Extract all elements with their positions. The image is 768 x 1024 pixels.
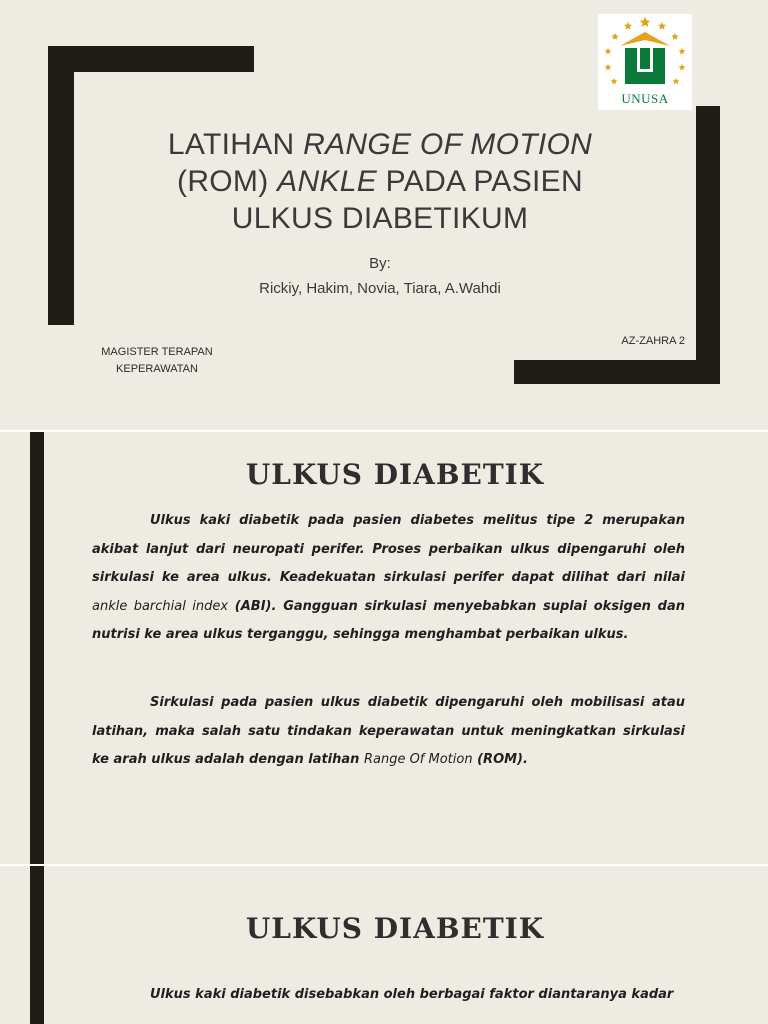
footer-program: MAGISTER TERAPAN KEPERAWATAN bbox=[101, 346, 213, 375]
frame-bar-bottom-right-vertical bbox=[696, 106, 720, 384]
content-slide-ulkus-diabetik-2 bbox=[0, 866, 768, 1024]
paragraph-text: (ROM). bbox=[472, 752, 528, 768]
paragraph-1 bbox=[92, 507, 685, 650]
left-accent-bar bbox=[30, 866, 44, 1024]
title-slide bbox=[0, 0, 768, 430]
frame-bar-top-left-vertical bbox=[48, 46, 74, 325]
footer-group: AZ-ZAHRA 2 bbox=[621, 335, 685, 347]
paragraph-text: Sirkulasi pada pasien ulkus diabetik dipengaruhi oleh mobilisasi atau latihan, maka salah satu tindakan keperawatan untuk meningkatkan sirkulasi ke arah ulkus adalah dengan latihan bbox=[92, 695, 685, 768]
paragraph-1 bbox=[92, 981, 685, 1010]
title-text: PADA PASIEN bbox=[377, 165, 583, 198]
slide-heading: ULKUS DIABETIK bbox=[245, 912, 545, 945]
paragraph-text: Ulkus kaki diabetik disebabkan oleh berbagai faktor diantaranya kadar bbox=[150, 987, 674, 1002]
paragraph-text: (ABI). Gangguan sirkulasi menyebabkan suplai oksigen dan nutrisi ke area ulkus terganggu, sehingga menghambat perbaikan ulkus. bbox=[92, 598, 685, 643]
slide-title bbox=[110, 126, 650, 237]
paragraph-term: ankle barchial index bbox=[92, 598, 229, 614]
content-slide-ulkus-diabetik bbox=[0, 432, 768, 864]
frame-bar-top-left-horizontal bbox=[48, 46, 254, 72]
paragraph-2 bbox=[92, 689, 685, 775]
left-accent-bar bbox=[30, 432, 44, 864]
paragraph-text: Ulkus kaki diabetik pada pasien diabetes melitus tipe 2 merupakan akibat lanjut dari neuropati perifer. Proses perbaikan ulkus dipengaruhi oleh sirkulasi ke area ulkus. Keadekuatan sirkulasi perifer dapat dilihat dari nilai bbox=[92, 513, 685, 586]
slide-heading: ULKUS DIABETIK bbox=[245, 458, 545, 491]
by-label: By: bbox=[369, 255, 391, 272]
title-italic-text: RANGE OF MOTION bbox=[303, 128, 593, 161]
title-text: ULKUS DIABETIKUM bbox=[231, 202, 529, 235]
authors: Rickiy, Hakim, Novia, Tiara, A.Wahdi bbox=[259, 280, 501, 297]
title-text: LATIHAN bbox=[167, 128, 304, 161]
title-text: (ROM) bbox=[177, 165, 278, 198]
logo-text: UNUSA bbox=[621, 91, 669, 106]
paragraph-term: Range Of Motion bbox=[363, 752, 473, 768]
unusa-logo bbox=[598, 14, 692, 110]
title-italic-text: ANKLE bbox=[277, 165, 378, 198]
frame-bar-bottom-right-horizontal bbox=[514, 360, 720, 384]
